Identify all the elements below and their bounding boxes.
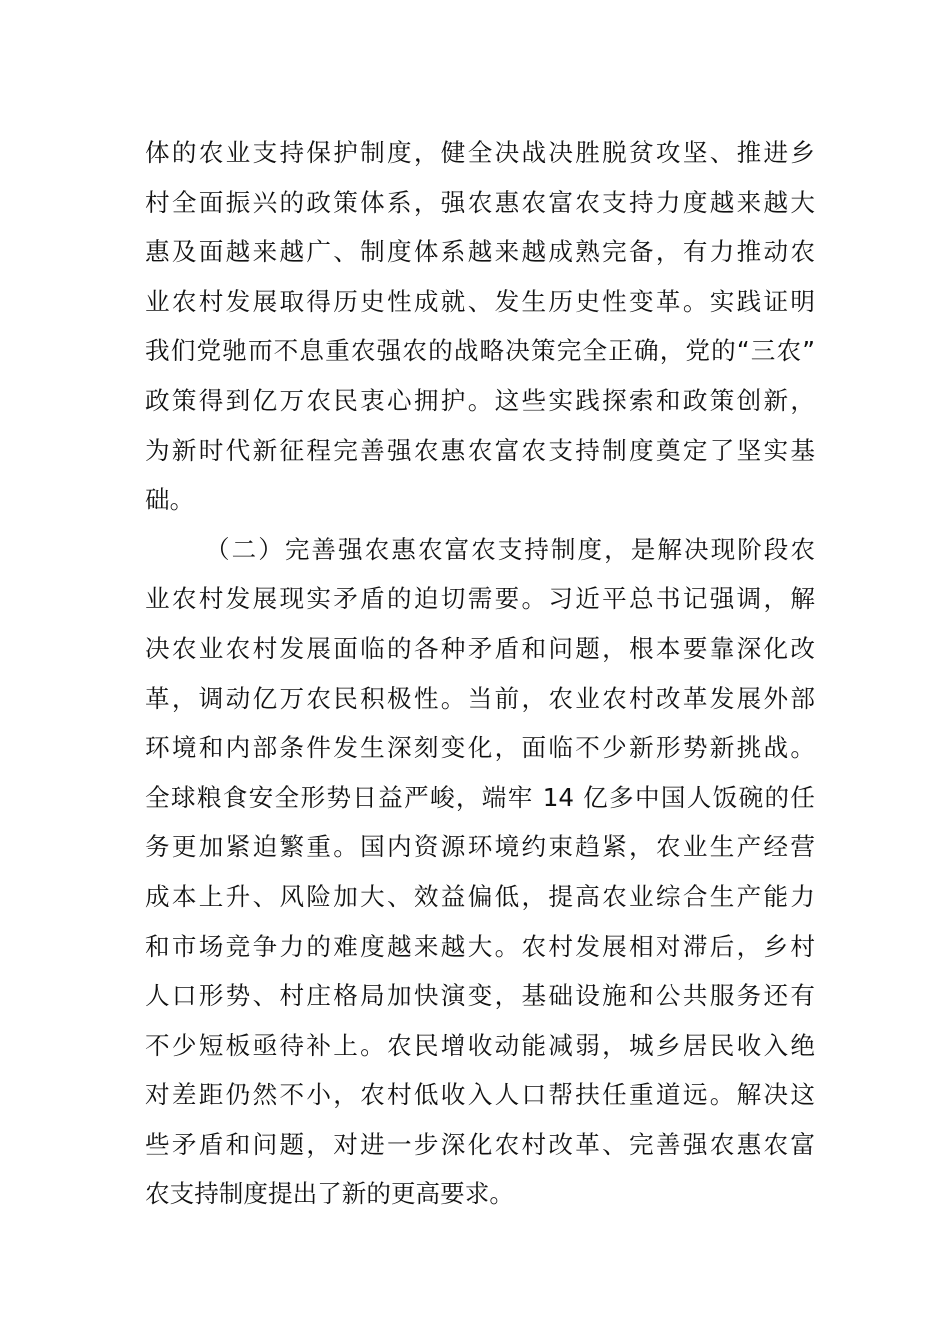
paragraph-line: 业农村发展取得历史性成就、发生历史性变革。实践证明 <box>145 286 815 316</box>
paragraph-line: 成本上升、风险加大、效益偏低，提高农业综合生产能力 <box>145 881 815 911</box>
paragraph-line: 环境和内部条件发生深刻变化，面临不少新形势新挑战。 <box>145 733 815 763</box>
paragraph-line: 业农村发展现实矛盾的迫切需要。习近平总书记强调，解 <box>145 584 815 614</box>
document-body <box>145 128 815 1219</box>
paragraph-line: 不少短板亟待补上。农民增收动能减弱，城乡居民收入绝 <box>145 1030 815 1060</box>
paragraph-line: 农支持制度提出了新的更高要求。 <box>145 1179 514 1209</box>
paragraph-line: 全球粮食安全形势日益严峻，端牢 14 亿多中国人饭碗的任 <box>145 782 815 812</box>
paragraph-line: （二）完善强农惠农富农支持制度，是解决现阶段农 <box>205 534 815 564</box>
paragraph-line: 决农业农村发展面临的各种矛盾和问题，根本要靠深化改 <box>145 633 815 663</box>
paragraph-line: 对差距仍然不小，农村低收入人口帮扶任重道远。解决这 <box>145 1080 815 1110</box>
paragraph-line: 务更加紧迫繁重。国内资源环境约束趋紧，农业生产经营 <box>145 832 815 862</box>
paragraph-line: 政策得到亿万农民衷心拥护。这些实践探索和政策创新， <box>145 385 815 415</box>
paragraph-line: 础。 <box>145 485 195 515</box>
paragraph-line: 惠及面越来越广、制度体系越来越成熟完备，有力推动农 <box>145 237 815 267</box>
paragraph-line: 人口形势、村庄格局加快演变，基础设施和公共服务还有 <box>145 981 815 1011</box>
paragraph-line: 和市场竞争力的难度越来越大。农村发展相对滞后，乡村 <box>145 931 815 961</box>
paragraph-1 <box>145 128 815 525</box>
paragraph-2 <box>145 525 815 1219</box>
paragraph-line: 我们党驰而不息重农强农的战略决策完全正确，党的“三农” <box>145 336 815 366</box>
paragraph-line: 为新时代新征程完善强农惠农富农支持制度奠定了坚实基 <box>145 435 815 465</box>
paragraph-line: 革，调动亿万农民积极性。当前，农业农村改革发展外部 <box>145 683 815 713</box>
paragraph-line: 些矛盾和问题，对进一步深化农村改革、完善强农惠农富 <box>145 1129 815 1159</box>
paragraph-line: 体的农业支持保护制度，健全决战决胜脱贫攻坚、推进乡 <box>145 138 815 167</box>
paragraph-line: 村全面振兴的政策体系，强农惠农富农支持力度越来越大 <box>145 187 815 217</box>
